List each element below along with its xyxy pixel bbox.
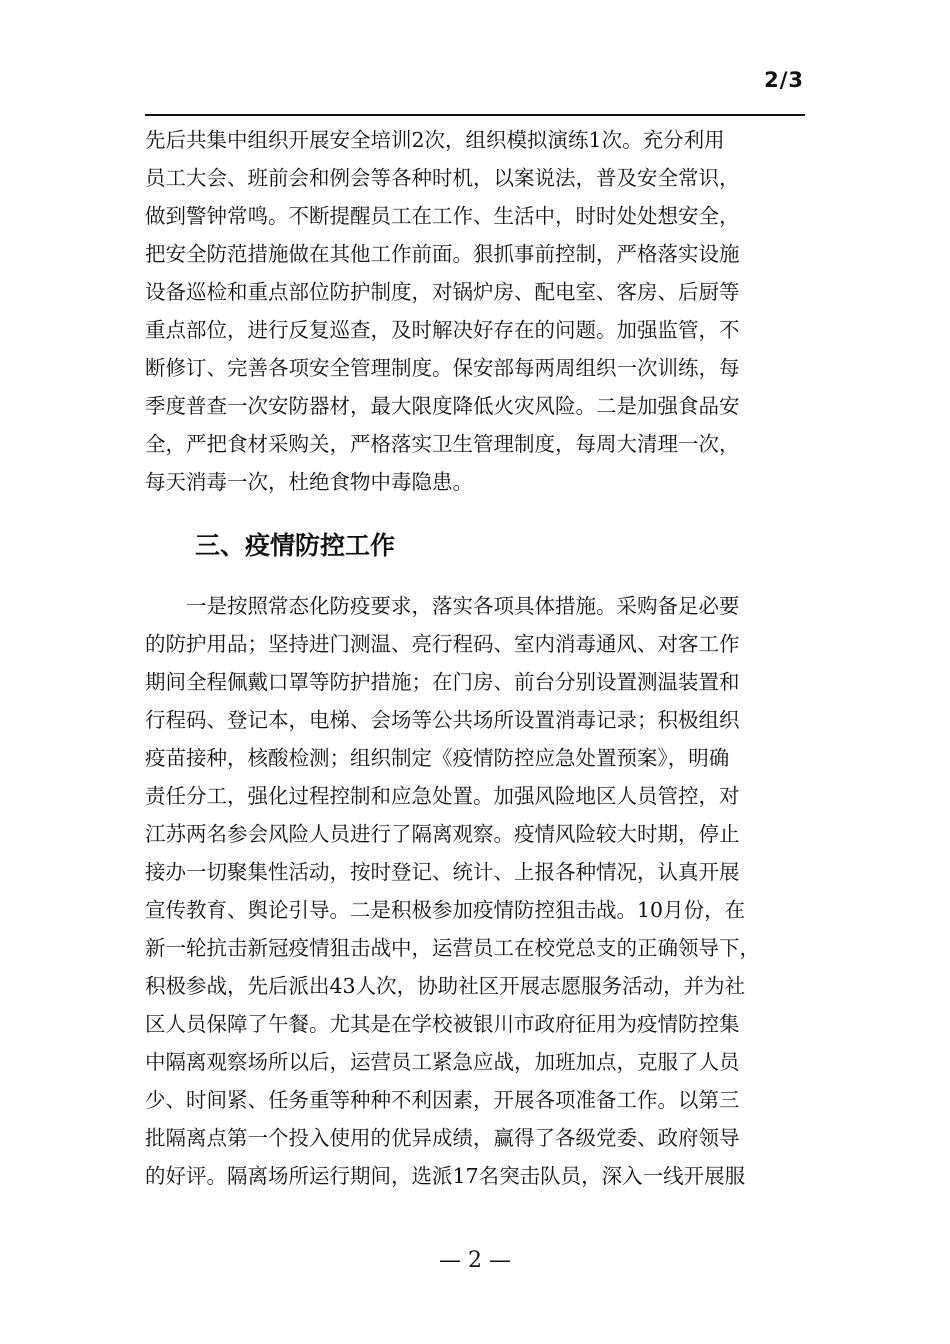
- text-line: 全，严把食材采购关，严格落实卫生管理制度，每周大清理一次，: [145, 432, 740, 456]
- header-rule: [145, 114, 805, 116]
- text-line: 先后共集中组织开展安全培训2次，组织模拟演练1次。充分利用: [145, 128, 725, 152]
- text-line: 把安全防范措施做在其他工作前面。狠抓事前控制，严格落实设施: [145, 242, 740, 266]
- text-line: 批隔离点第一个投入使用的优异成绩，赢得了各级党委、政府领导: [145, 1126, 740, 1150]
- text-line: 江苏两名参会风险人员进行了隔离观察。疫情风险较大时期，停止: [145, 822, 740, 846]
- text-line: 季度普查一次安防器材，最大限度降低火灾风险。二是加强食品安: [145, 394, 740, 418]
- text-line: 员工大会、班前会和例会等各种时机，以案说法，普及安全常识，: [145, 166, 740, 190]
- text-line: 积极参战，先后派出43人次，协助社区开展志愿服务活动，并为社: [145, 974, 746, 998]
- text-line: 新一轮抗击新冠疫情狙击战中，运营员工在校党总支的正确领导下，: [145, 936, 760, 960]
- text-line: 断修订、完善各项安全管理制度。保安部每两周组织一次训练，每: [145, 356, 740, 380]
- footer-page-number: — 2 —: [439, 1248, 511, 1273]
- text-line: 行程码、登记本，电梯、会场等公共场所设置消毒记录；积极组织: [145, 708, 740, 732]
- text-line: 的好评。隔离场所运行期间，选派17名突击队员，深入一线开展服: [145, 1164, 746, 1188]
- text-line: 接办一切聚集性活动，按时登记、统计、上报各种情况，认真开展: [145, 860, 740, 884]
- text-line: 疫苗接种，核酸检测；组织制定《疫情防控应急处置预案》，明确: [145, 746, 730, 770]
- text-line: 一是按照常态化防疫要求，落实各项具体措施。采购备足必要: [145, 594, 740, 618]
- text-line: 中隔离观察场所以后，运营员工紧急应战，加班加点，克服了人员: [145, 1050, 740, 1074]
- text-line: 期间全程佩戴口罩等防护措施；在门房、前台分别设置测温装置和: [145, 670, 740, 694]
- text-line: 设备巡检和重点部位防护制度，对锅炉房、配电室、客房、后厨等: [145, 280, 740, 304]
- page-indicator: 2/3: [764, 68, 804, 92]
- text-line: 的防护用品；坚持进门测温、亮行程码、室内消毒通风、对客工作: [145, 632, 740, 656]
- text-line: 做到警钟常鸣。不断提醒员工在工作、生活中，时时处处想安全，: [145, 204, 740, 228]
- text-line: 宣传教育、舆论引导。二是积极参加疫情防控狙击战。10月份，在: [145, 898, 746, 922]
- text-line: 重点部位，进行反复巡查，及时解决好存在的问题。加强监管，不: [145, 318, 740, 342]
- text-line: 每天消毒一次，杜绝食物中毒隐患。: [145, 470, 473, 494]
- text-line: 少、时间紧、任务重等种种不利因素，开展各项准备工作。以第三: [145, 1088, 740, 1112]
- text-line: 区人员保障了午餐。尤其是在学校被银川市政府征用为疫情防控集: [145, 1012, 740, 1036]
- section-heading: 三、疫情防控工作: [195, 531, 396, 560]
- text-line: 责任分工，强化过程控制和应急处置。加强风险地区人员管控，对: [145, 784, 740, 808]
